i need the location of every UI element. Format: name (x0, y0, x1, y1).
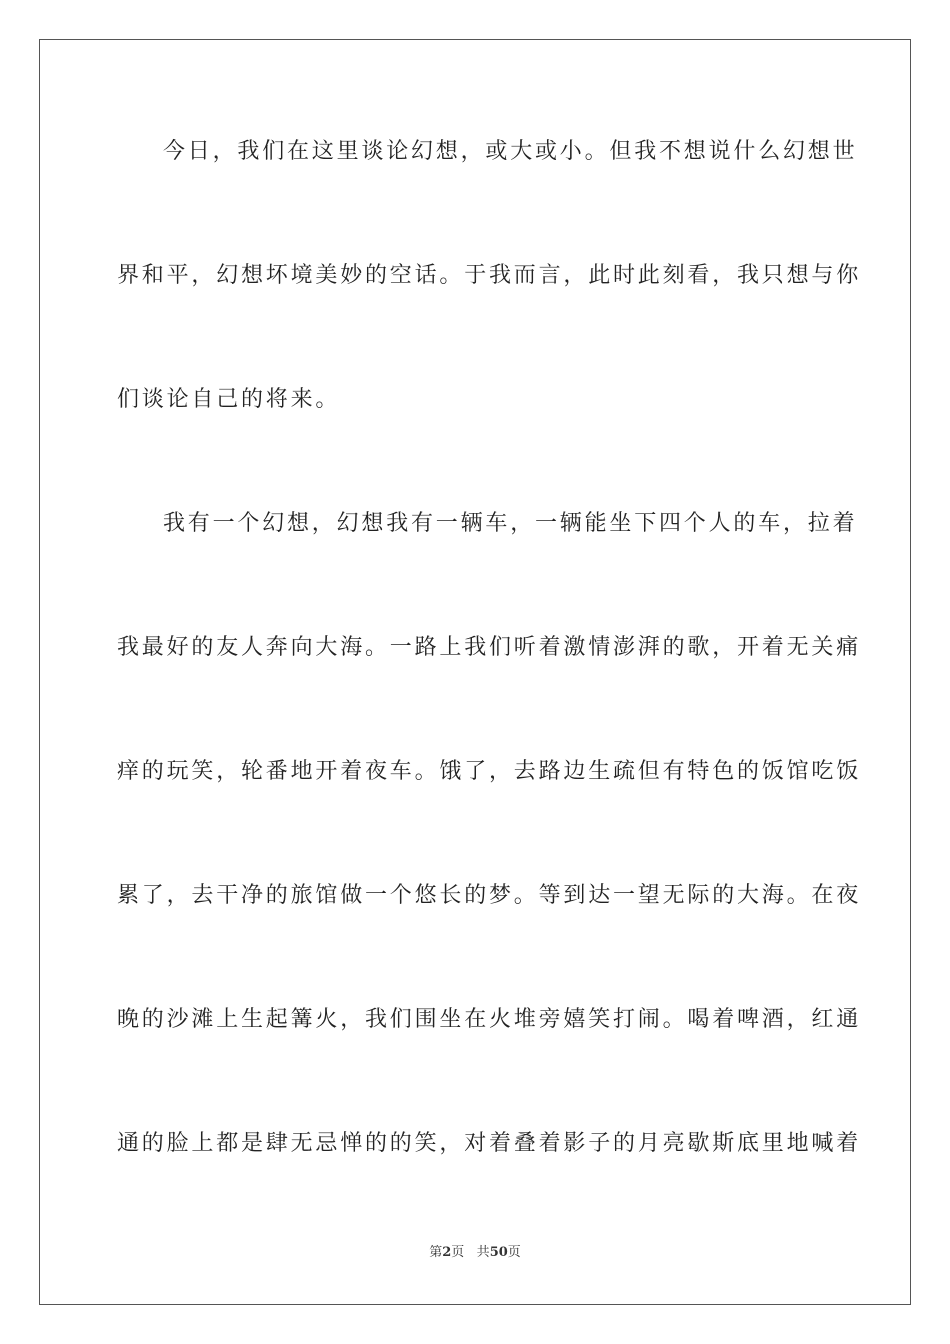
paragraph-1-line-3: 们谈论自己的将来。 (117, 387, 341, 412)
paragraph-2-line-2: 我最好的友人奔向大海。一路上我们听着激情澎湃的歌，开着无关痛 (117, 635, 862, 660)
paragraph-2-line-4: 累了，去干净的旅馆做一个悠长的梦。等到达一望无际的大海。在夜 (117, 883, 862, 908)
page-footer (0, 1244, 950, 1262)
paragraph-2-line-3: 痒的玩笑，轮番地开着夜车。饿了，去路边生疏但有特色的饭馆吃饭 (117, 759, 862, 784)
paragraph-2-line-5: 晚的沙滩上生起篝火，我们围坐在火堆旁嬉笑打闹。喝着啤酒，红通 (117, 1007, 862, 1032)
paragraph-1-line-1: 今日，我们在这里谈论幻想，或大或小。但我不想说什么幻想世 (163, 139, 858, 164)
paragraph-2-line-1: 我有一个幻想，幻想我有一辆车，一辆能坐下四个人的车，拉着 (163, 511, 858, 536)
footer-page-prefix: 第 (429, 1245, 443, 1260)
footer-page-number: 2 (442, 1245, 452, 1260)
paragraph-1-line-2: 界和平，幻想坏境美妙的空话。于我而言，此时此刻看，我只想与你 (117, 263, 862, 288)
paragraph-2-line-6: 通的脸上都是肆无忌惮的的笑，对着叠着影子的月亮歇斯底里地喊着 (117, 1131, 862, 1156)
footer-page-suffix: 页 (451, 1245, 465, 1260)
footer-total-pages: 50 (489, 1245, 508, 1260)
footer-total-prefix: 共 (476, 1245, 490, 1260)
footer-total-suffix: 页 (507, 1245, 521, 1260)
page-frame (39, 39, 911, 1305)
